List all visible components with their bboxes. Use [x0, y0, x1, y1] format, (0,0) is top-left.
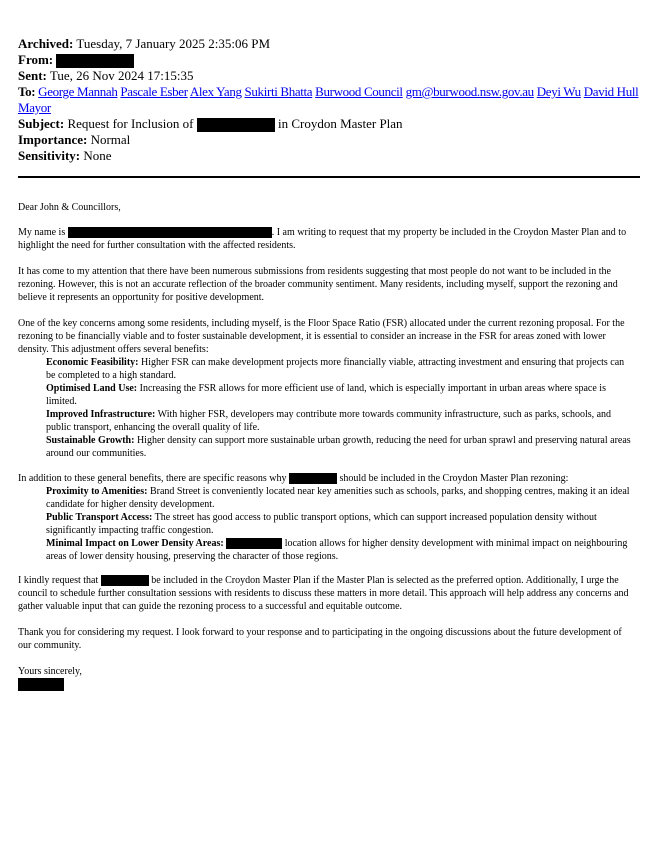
p4-before: In addition to these general benefits, there are specific reasons why: [18, 473, 287, 484]
p2-text: It has come to my attention that there have been numerous submissions from residents suggesting that most people do not want to be included in the rezoning. However, this is not an accurate reflection of the broader community sentiment. Many residents, including myself, support the rezoning and believe it represents an opportunity for positive development.: [18, 266, 618, 303]
sensitivity-line: [18, 148, 640, 164]
benefit-title: Optimised Land Use:: [46, 383, 138, 394]
reason-item: [18, 511, 636, 537]
benefit-text: Increasing the FSR allows for more efficient use of land, which is especially important in urban areas where space is limited.: [46, 383, 606, 407]
paragraph-thanks: [18, 626, 636, 652]
benefit-item: [18, 356, 636, 382]
importance-label: Importance:: [18, 132, 88, 147]
redacted-address: [101, 575, 149, 586]
benefit-text: Higher density can support more sustainable urban growth, reducing the need for urban sprawl and preserving natural areas around our communities.: [46, 435, 631, 459]
p5-after: be included in the Croydon Master Plan if the Master Plan is selected as the preferred option. Additionally, I urge the council to schedule further consultation sessions with residents to discuss these matters in more detail. This approach will help address any concerns and gather valuable input that can guide the rezoning process to a successful and equitable outcome.: [18, 575, 629, 612]
subject-label: Subject:: [18, 116, 65, 131]
archived-value: Tuesday, 7 January 2025 2:35:06 PM: [76, 36, 271, 51]
greeting: Dear John & Councillors,: [18, 202, 121, 213]
reason-text: location allows for higher density development with minimal impact on neighbouring areas of lower density housing, preserving the character of those regions.: [46, 538, 628, 562]
benefit-title: Improved Infrastructure:: [46, 409, 156, 420]
reason-text: The street has good access to public transport options, which can support increased population density without significantly impacting traffic congestion.: [46, 512, 597, 536]
recipient-link[interactable]: George Mannah: [38, 84, 118, 99]
from-line: [18, 52, 640, 68]
p5-before: I kindly request that: [18, 575, 99, 586]
closing-text: Yours sincerely,: [18, 666, 82, 677]
p1-after: . I am writing to request that my property be included in the Croydon Master Plan and to highlight the need for further consultation with the affected residents.: [18, 227, 627, 251]
sensitivity-value: None: [83, 148, 112, 163]
p6-text: Thank you for considering my request. I look forward to your response and to participating in the ongoing discussions about the future development of our community.: [18, 627, 622, 651]
reason-title: Public Transport Access:: [46, 512, 153, 523]
recipient-link[interactable]: Mayor: [18, 100, 51, 115]
sent-line: [18, 68, 640, 84]
paragraph-fsr: [18, 317, 636, 460]
sensitivity-label: Sensitivity:: [18, 148, 81, 163]
email-body: [18, 201, 636, 214]
redacted-name: [68, 227, 272, 238]
archived-line: [18, 36, 640, 52]
to-line: [18, 84, 640, 116]
recipient-link[interactable]: Burwood Council: [315, 84, 403, 99]
to-label: To:: [18, 84, 36, 99]
paragraph-submissions: [18, 265, 636, 304]
sent-value: Tue, 26 Nov 2024 17:15:35: [49, 68, 194, 83]
benefit-title: Economic Feasibility:: [46, 357, 139, 368]
recipient-link[interactable]: Sukirti Bhatta: [244, 84, 313, 99]
redacted-sender: [56, 54, 134, 68]
archived-label: Archived:: [18, 36, 74, 51]
p4-after: should be included in the Croydon Master Plan rezoning:: [339, 473, 569, 484]
recipient-link[interactable]: gm@burwood.nsw.gov.au: [405, 84, 534, 99]
benefit-item: [18, 382, 636, 408]
subject-line: [18, 116, 640, 132]
sent-label: Sent:: [18, 68, 47, 83]
recipient-link[interactable]: Alex Yang: [189, 84, 242, 99]
benefit-item: [18, 408, 636, 434]
redacted-signature: [18, 678, 64, 691]
redacted-address: [226, 538, 282, 549]
p1-before: My name is: [18, 227, 66, 238]
reason-item: [18, 537, 636, 563]
closing-block: [18, 665, 636, 691]
header-divider: [18, 176, 640, 178]
redacted-address: [289, 473, 337, 484]
importance-value: Normal: [90, 132, 131, 147]
redacted-address: [197, 118, 275, 132]
benefit-title: Sustainable Growth:: [46, 435, 135, 446]
benefit-text: With higher FSR, developers may contribute more towards community infrastructure, such as parks, schools, and public transport, enhancing the overall quality of life.: [46, 409, 612, 433]
paragraph-reasons: [18, 472, 636, 563]
recipient-link[interactable]: Deyi Wu: [536, 84, 581, 99]
paragraph-intro: [18, 226, 636, 252]
reason-item: [18, 485, 636, 511]
paragraph-request: [18, 574, 636, 613]
reason-title: Proximity to Amenities:: [46, 486, 148, 497]
reason-title: Minimal Impact on Lower Density Areas:: [46, 538, 224, 549]
subject-after: in Croydon Master Plan: [277, 116, 403, 131]
reason-text: Brand Street is conveniently located near key amenities such as schools, parks, and shopping centres, making it an ideal candidate for higher density development.: [46, 486, 630, 510]
recipient-link[interactable]: David Hull: [583, 84, 639, 99]
benefit-text: Higher FSR can make development projects more financially viable, attracting investment and ensuring that projects can be completed to a high standard.: [46, 357, 625, 381]
benefit-item: [18, 434, 636, 460]
subject-before: Request for Inclusion of: [67, 116, 194, 131]
from-label: From:: [18, 52, 54, 67]
importance-line: [18, 132, 640, 148]
p3-text: One of the key concerns among some residents, including myself, is the Floor Space Ratio (FSR) allocated under the current rezoning proposal. For the rezoning to be financially viable and to foster sustainable development, it is essential to consider an increase in the FSR for areas zoned with lower density. This adjustment offers several benefits:: [18, 318, 625, 355]
recipient-link[interactable]: Pascale Esber: [120, 84, 188, 99]
